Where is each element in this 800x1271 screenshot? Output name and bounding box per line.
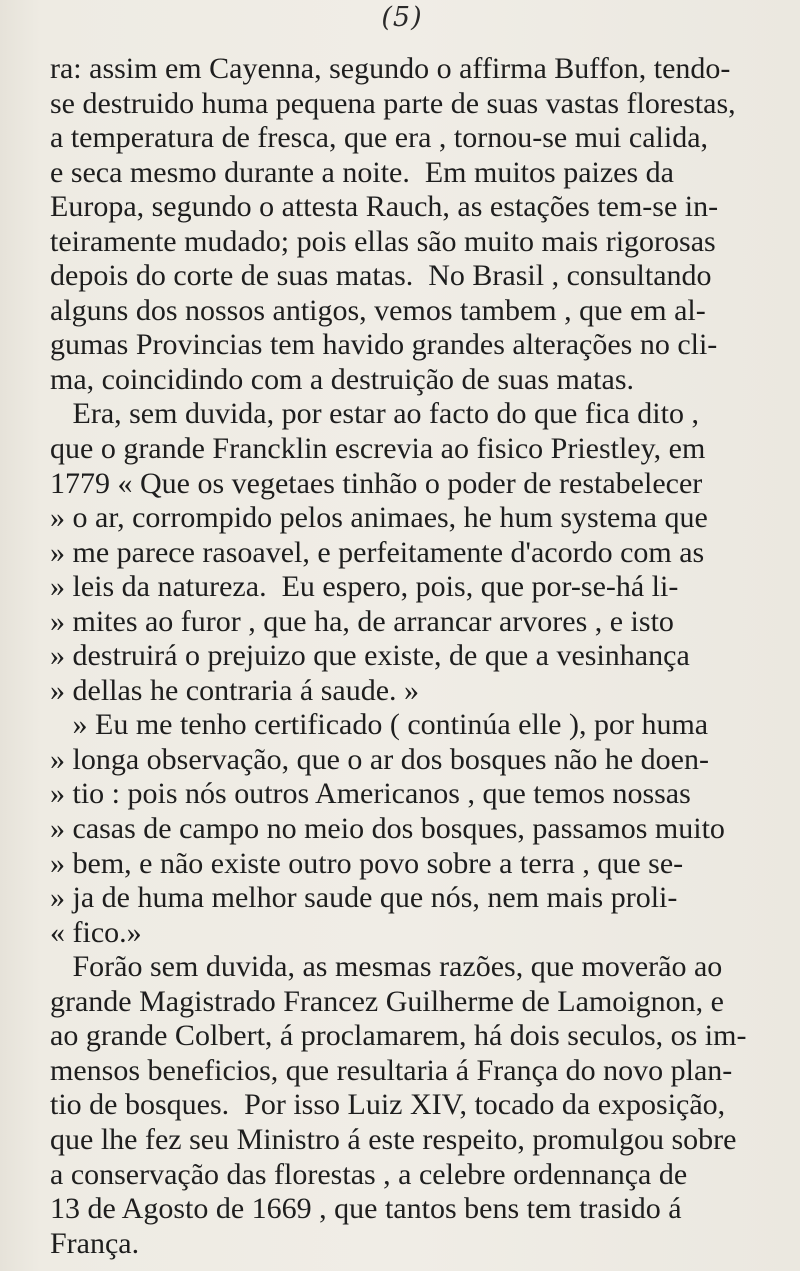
text-line: ao grande Colbert, á proclamarem, há dois seculos, os im- bbox=[50, 1019, 747, 1053]
text-line: ma, coincidindo com a destruição de suas matas. bbox=[50, 362, 634, 396]
text-line: França. bbox=[50, 1226, 140, 1260]
text-line: mensos beneficios, que resultaria á França do novo plan- bbox=[50, 1053, 733, 1087]
text-line: gumas Provincias tem havido grandes alterações no cli- bbox=[50, 328, 718, 362]
text-line: Era, sem duvida, por estar ao facto do que fica dito , bbox=[50, 397, 699, 431]
text-line: grande Magistrado Francez Guilherme de Lamoignon, e bbox=[50, 984, 724, 1018]
text-line: » me parece rasoavel, e perfeitamente d'acordo com as bbox=[50, 535, 705, 569]
paragraph bbox=[50, 397, 790, 708]
text-line: e seca mesmo durante a noite. Em muitos paizes da bbox=[50, 155, 674, 189]
text-line: a conservação das florestas , a celebre ordennança de bbox=[50, 1157, 688, 1191]
paragraph bbox=[50, 950, 790, 1261]
paragraph bbox=[50, 52, 790, 397]
text-line: 13 de Agosto de 1669 , que tantos bens tem trasido á bbox=[50, 1192, 682, 1226]
text-line: depois do corte de suas matas. No Brasil , consultando bbox=[50, 259, 712, 293]
text-line: » o ar, corrompido pelos animaes, he hum systema que bbox=[50, 501, 708, 535]
text-line: que o grande Francklin escrevia ao fisico Priestley, em bbox=[50, 432, 706, 466]
text-line: » tio : pois nós outros Americanos , que temos nossas bbox=[50, 777, 691, 811]
text-line: Europa, segundo o attesta Rauch, as estações tem-se in- bbox=[50, 190, 719, 224]
text-line: tio de bosques. Por isso Luiz XIV, tocado da exposição, bbox=[50, 1088, 726, 1122]
text-line: » mites ao furor , que ha, de arrancar arvores , e isto bbox=[50, 604, 674, 638]
page-number: (5) bbox=[381, 2, 423, 33]
text-line: se destruido huma pequena parte de suas vastas florestas, bbox=[50, 86, 736, 120]
text-line: que lhe fez seu Ministro á este respeito, promulgou sobre bbox=[50, 1122, 737, 1156]
text-line: » Eu me tenho certificado ( continúa elle ), por huma bbox=[50, 708, 709, 742]
text-line: ra: assim em Cayenna, segundo o affirma Buffon, tendo- bbox=[50, 52, 731, 85]
text-line: Forão sem duvida, as mesmas razões, que moverão ao bbox=[50, 950, 723, 984]
body-text bbox=[50, 52, 790, 1261]
text-line: » longa observação, que o ar dos bosques não he doen- bbox=[50, 742, 709, 776]
text-line: a temperatura de fresca, que era , tornou-se mui calida, bbox=[50, 121, 709, 155]
text-line: » casas de campo no meio dos bosques, passamos muito bbox=[50, 812, 725, 846]
paragraph bbox=[50, 708, 790, 950]
text-line: « fico.» bbox=[50, 915, 142, 949]
text-line: » leis da natureza. Eu espero, pois, que por-se-há li- bbox=[50, 570, 679, 604]
text-line: » dellas he contraria á saude. » bbox=[50, 673, 420, 707]
text-line: » bem, e não existe outro povo sobre a terra , que se- bbox=[50, 846, 684, 880]
text-line: 1779 « Que os vegetaes tinhão o poder de restabelecer bbox=[50, 466, 703, 500]
text-line: alguns dos nossos antigos, vemos tambem , que em al- bbox=[50, 293, 706, 327]
text-line: » destruirá o prejuizo que existe, de que a vesinhança bbox=[50, 639, 690, 673]
text-line: » ja de huma melhor saude que nós, nem mais proli- bbox=[50, 881, 678, 915]
text-line: teiramente mudado; pois ellas são muito mais rigorosas bbox=[50, 224, 716, 258]
